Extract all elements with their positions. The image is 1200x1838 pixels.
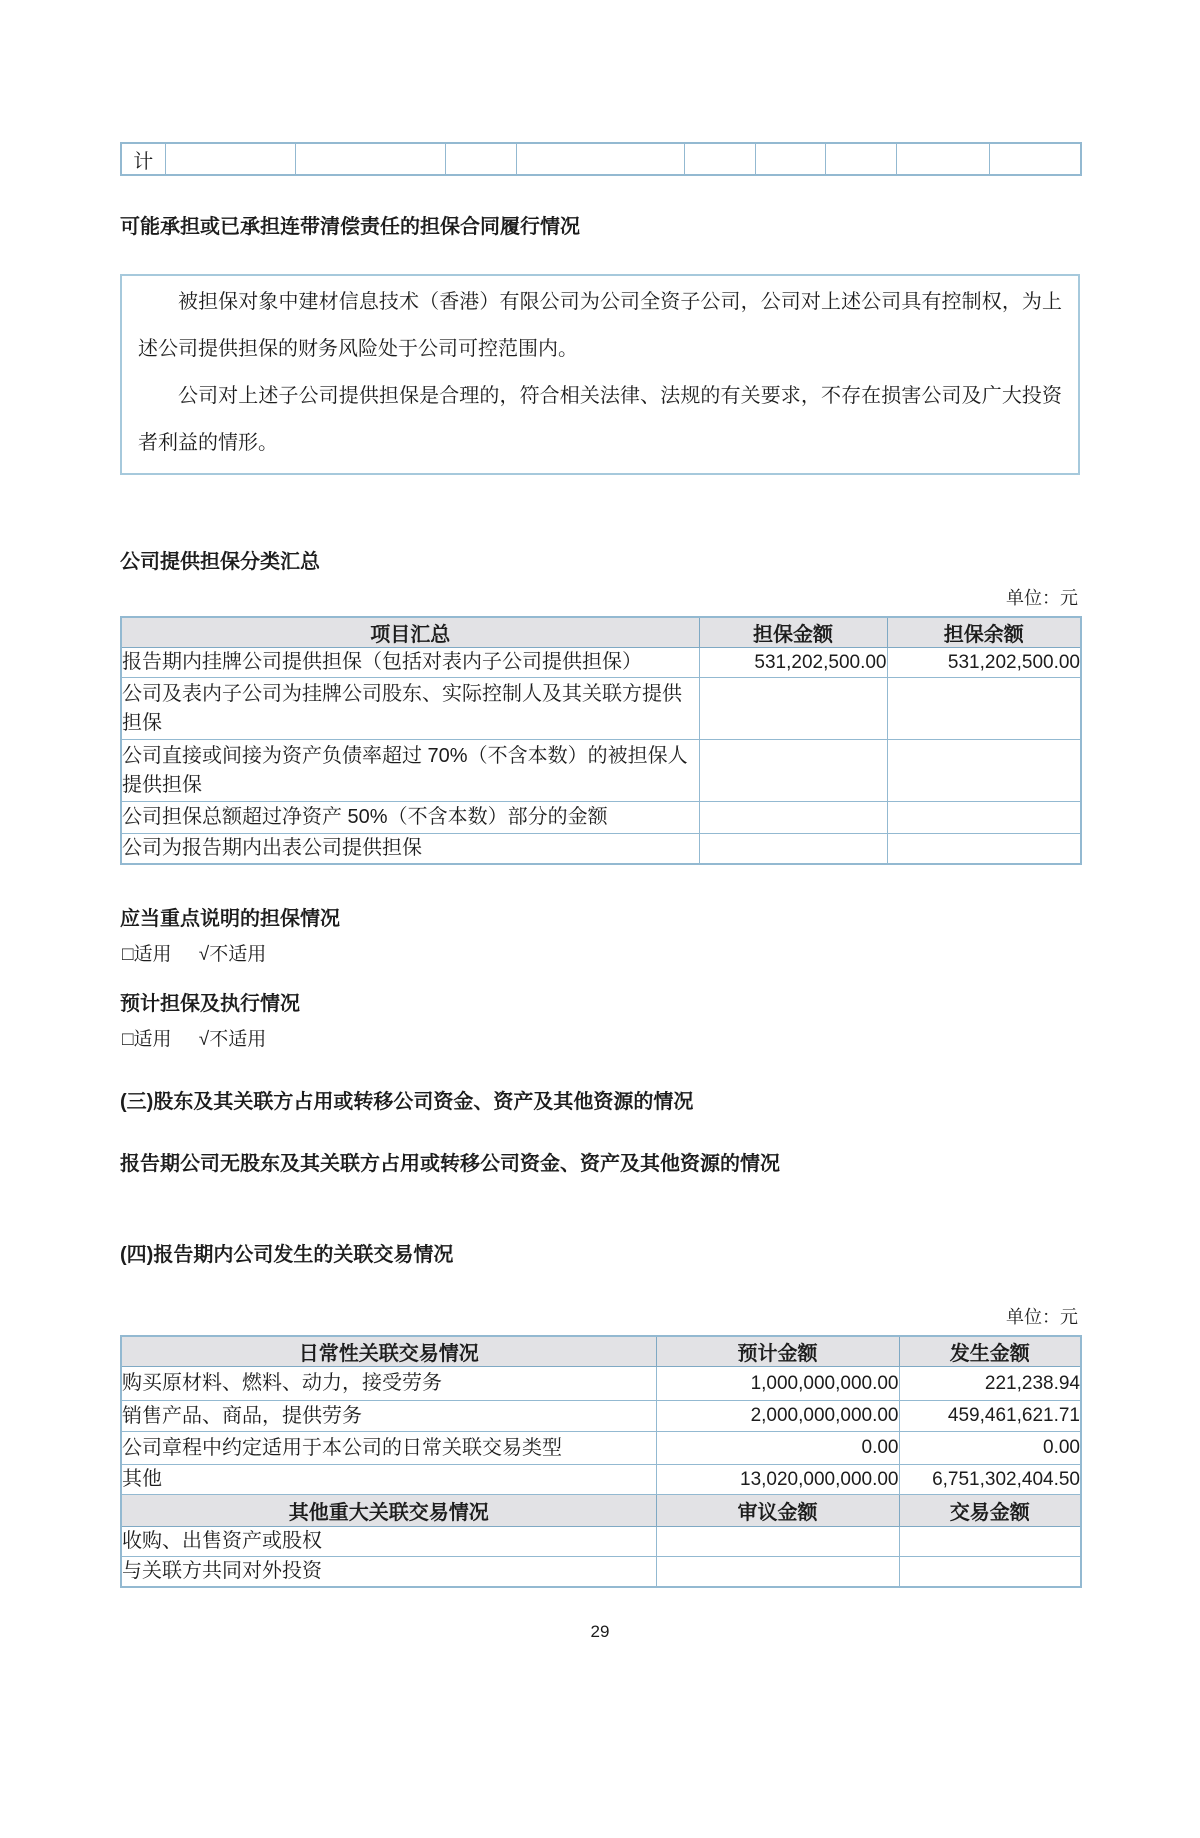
header-cell: 担保金额 — [699, 617, 887, 648]
unit-label: 单位：元 — [1006, 1307, 1078, 1327]
item-cell: 购买原材料、燃料、动力，接受劳务 — [121, 1367, 656, 1401]
balance-cell — [887, 834, 1081, 865]
item-cell: 报告期内挂牌公司提供担保（包括对表内子公司提供担保） — [121, 648, 699, 678]
empty-cell — [165, 143, 295, 175]
reviewed-amount-cell — [656, 1557, 899, 1588]
heading-guarantee-contract: 可能承担或已承担连带清偿责任的担保合同履行情况 — [120, 216, 580, 238]
balance-cell — [887, 802, 1081, 834]
heading-section-four: (四)报告期内公司发生的关联交易情况 — [120, 1244, 454, 1266]
item-cell: 其他 — [121, 1465, 656, 1495]
header-cell: 交易金额 — [899, 1495, 1081, 1527]
balance-cell — [887, 740, 1081, 802]
table-row — [121, 143, 1081, 175]
table-row — [121, 1465, 1081, 1495]
actual-amount-cell: 6,751,302,404.50 — [899, 1465, 1081, 1495]
guarantee-note-box — [120, 274, 1080, 475]
table-row — [121, 1527, 1081, 1557]
item-cell: 收购、出售资产或股权 — [121, 1527, 656, 1557]
total-label-cell: 计 — [121, 143, 165, 175]
empty-cell — [445, 143, 516, 175]
header-cell: 项目汇总 — [121, 617, 699, 648]
expected-amount-cell: 13,020,000,000.00 — [656, 1465, 899, 1495]
empty-cell — [755, 143, 825, 175]
empty-cell — [896, 143, 989, 175]
carryover-row-table — [120, 142, 1082, 176]
amount-cell — [699, 740, 887, 802]
item-cell: 与关联方共同对外投资 — [121, 1557, 656, 1588]
expected-amount-cell: 0.00 — [656, 1432, 899, 1465]
expected-amount-cell: 1,000,000,000.00 — [656, 1367, 899, 1401]
table-row — [121, 648, 1081, 678]
table-header-row — [121, 617, 1081, 648]
table-row — [121, 1367, 1081, 1401]
header-cell: 审议金额 — [656, 1495, 899, 1527]
section-three-body: 报告期公司无股东及其关联方占用或转移公司资金、资产及其他资源的情况 — [120, 1153, 780, 1175]
table-header-row — [121, 1495, 1081, 1527]
table-row — [121, 678, 1081, 740]
table-row — [121, 834, 1081, 865]
table-row — [121, 1557, 1081, 1588]
applicability-options — [122, 1024, 1080, 1051]
expected-amount-cell: 2,000,000,000.00 — [656, 1401, 899, 1432]
actual-amount-cell: 0.00 — [899, 1432, 1081, 1465]
heading-guarantee-summary: 公司提供担保分类汇总 — [120, 551, 320, 573]
empty-cell — [825, 143, 896, 175]
actual-amount-cell: 459,461,621.71 — [899, 1401, 1081, 1432]
amount-cell: 531,202,500.00 — [699, 648, 887, 678]
balance-cell: 531,202,500.00 — [887, 648, 1081, 678]
check-not-applicable: √不适用 — [198, 1029, 267, 1050]
table-header-row — [121, 1336, 1081, 1367]
balance-cell — [887, 678, 1081, 740]
empty-cell — [295, 143, 445, 175]
checkbox-applicable: □适用 — [122, 1029, 172, 1050]
heading-section-three: (三)股东及其关联方占用或转移公司资金、资产及其他资源的情况 — [120, 1091, 694, 1113]
table-row — [121, 740, 1081, 802]
note-paragraph: 公司对上述子公司提供担保是合理的，符合相关法律、法规的有关要求，不存在损害公司及广大投资者利益的情形。 — [138, 385, 1062, 454]
item-cell: 公司担保总额超过净资产 50%（不含本数）部分的金额 — [121, 802, 699, 834]
item-cell: 公司章程中约定适用于本公司的日常关联交易类型 — [121, 1432, 656, 1465]
item-cell: 公司直接或间接为资产负债率超过 70%（不含本数）的被担保人提供担保 — [121, 740, 699, 802]
item-cell: 销售产品、商品，提供劳务 — [121, 1401, 656, 1432]
amount-cell — [699, 802, 887, 834]
actual-amount-cell: 221,238.94 — [899, 1367, 1081, 1401]
empty-cell — [516, 143, 684, 175]
item-cell: 公司及表内子公司为挂牌公司股东、实际控制人及其关联方提供担保 — [121, 678, 699, 740]
traded-amount-cell — [899, 1527, 1081, 1557]
header-cell: 日常性关联交易情况 — [121, 1336, 656, 1367]
table-row — [121, 802, 1081, 834]
guarantee-summary-table — [120, 616, 1082, 865]
unit-label: 单位：元 — [1006, 588, 1078, 608]
amount-cell — [699, 834, 887, 865]
heading-expected-guarantee: 预计担保及执行情况 — [120, 993, 300, 1015]
header-cell: 其他重大关联交易情况 — [121, 1495, 656, 1527]
item-cell: 公司为报告期内出表公司提供担保 — [121, 834, 699, 865]
checkbox-applicable: □适用 — [122, 944, 172, 965]
amount-cell — [699, 678, 887, 740]
note-paragraph: 被担保对象中建材信息技术（香港）有限公司为公司全资子公司，公司对上述公司具有控制权，为上述公司提供担保的财务风险处于公司可控范围内。 — [138, 291, 1062, 360]
header-cell: 发生金额 — [899, 1336, 1081, 1367]
reviewed-amount-cell — [656, 1527, 899, 1557]
document-page — [120, 142, 1080, 1642]
empty-cell — [989, 143, 1081, 175]
traded-amount-cell — [899, 1557, 1081, 1588]
empty-cell — [684, 143, 755, 175]
check-not-applicable: √不适用 — [198, 944, 267, 965]
heading-key-guarantee: 应当重点说明的担保情况 — [120, 908, 340, 930]
header-cell: 预计金额 — [656, 1336, 899, 1367]
related-transactions-table — [120, 1335, 1082, 1588]
table-row — [121, 1401, 1081, 1432]
header-cell: 担保余额 — [887, 617, 1081, 648]
table-row — [121, 1432, 1081, 1465]
applicability-options — [122, 939, 1080, 966]
page-number: 29 — [590, 1622, 610, 1641]
